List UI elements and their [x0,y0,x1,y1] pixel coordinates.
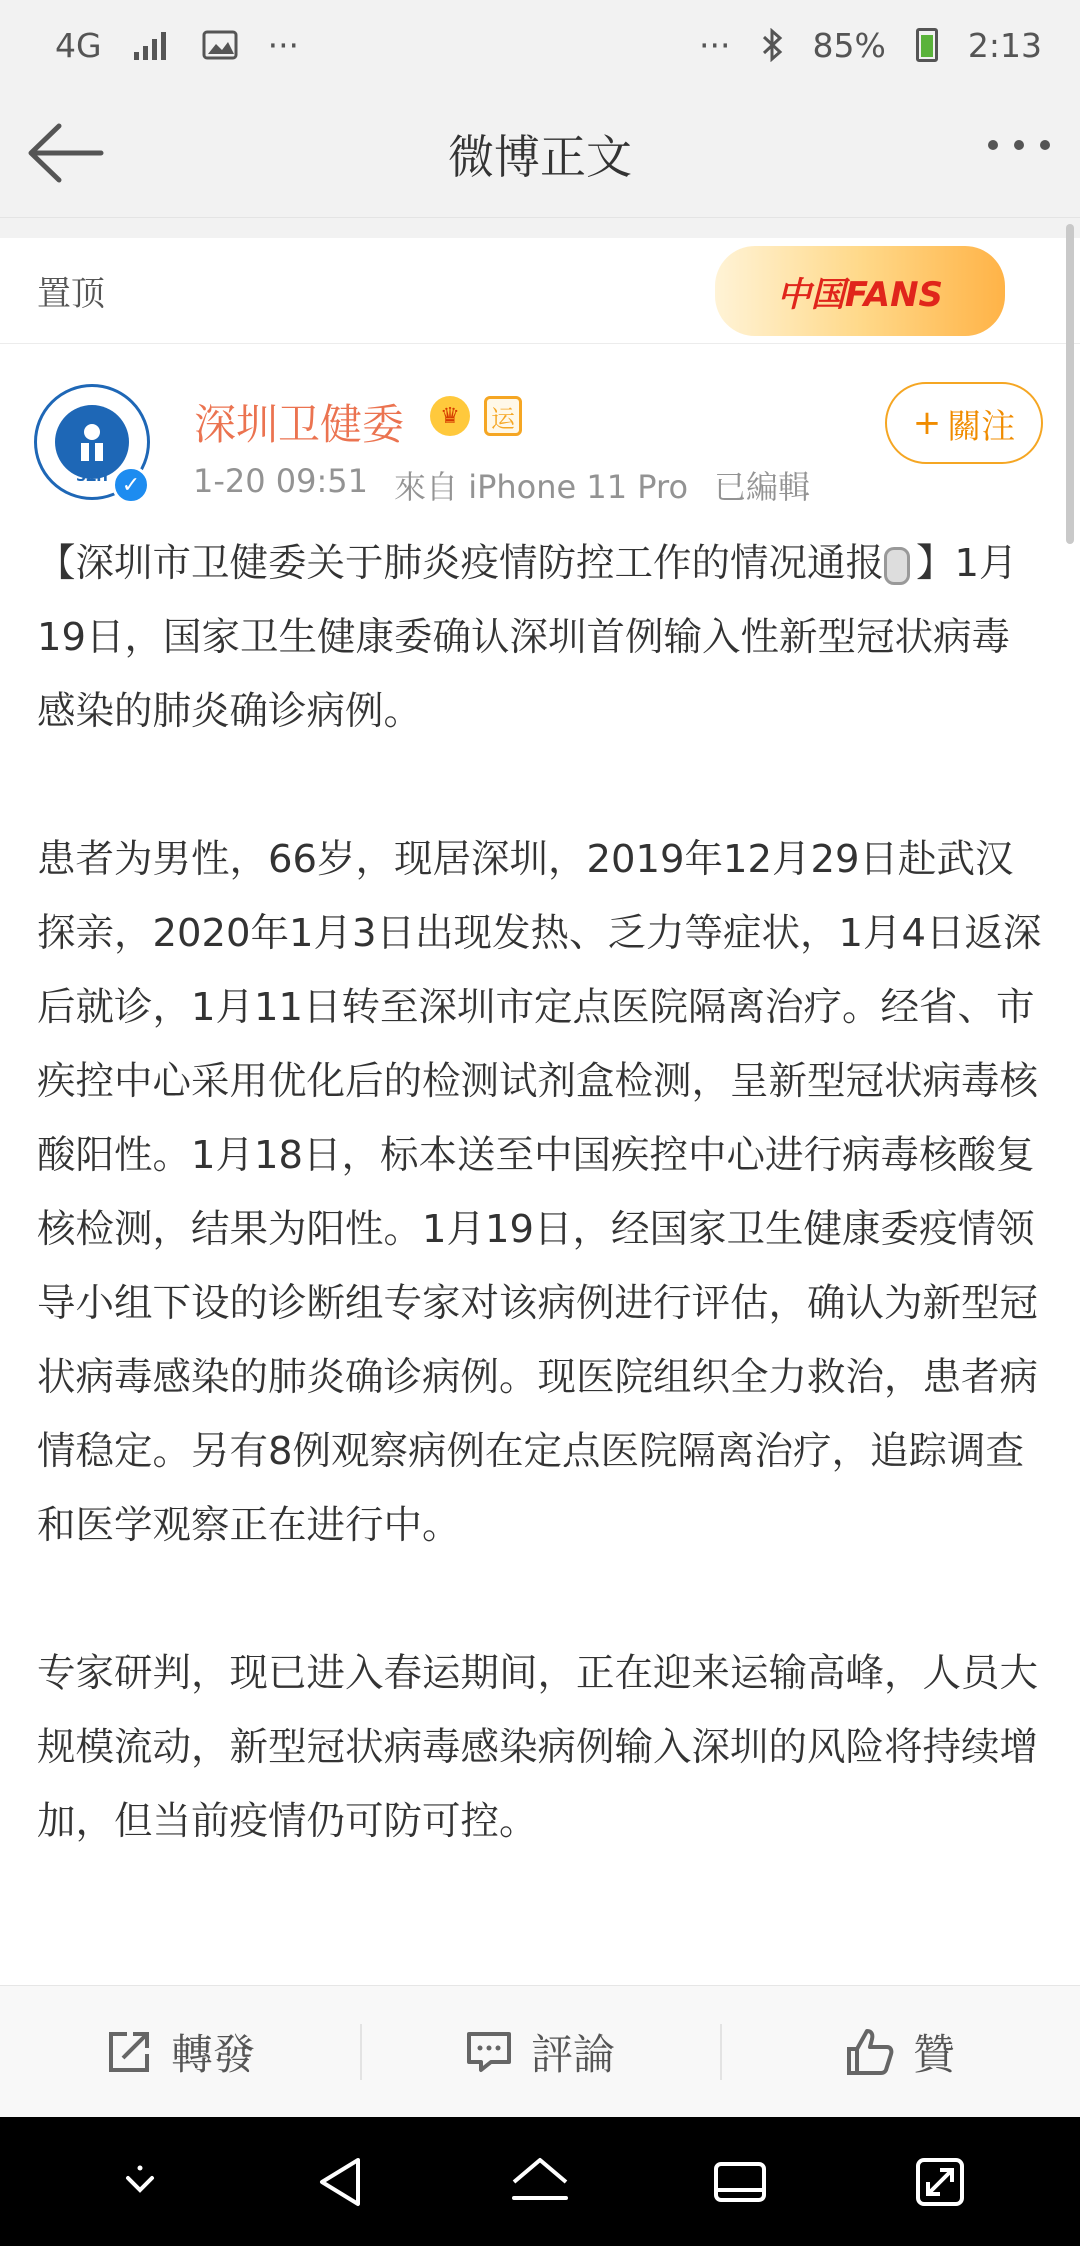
author-name[interactable]: 深圳卫健委 [194,400,405,449]
avatar-emblem [55,405,129,479]
post-paragraph-1-suffix: 】1月19日，国家卫生健康委确认深圳首例输入性新型冠状病毒感染的肺炎确诊病例。 [37,541,1018,734]
hide-keyboard-button[interactable] [100,2142,180,2222]
follow-label: 關注 [947,406,1016,447]
back-arrow-icon [25,118,105,188]
recents-icon [710,2152,770,2212]
back-button[interactable] [25,118,105,188]
follow-button[interactable] [885,382,1043,464]
section-gap [0,218,1080,238]
yun-badge: 运 [484,396,522,436]
thumb-up-icon [845,2027,895,2077]
status-bar [0,0,1080,90]
verified-icon: ✓ [112,466,150,504]
status-left [55,26,299,65]
system-back-button[interactable] [300,2142,380,2222]
scrollbar[interactable] [1066,224,1074,544]
more-dot [1040,140,1050,150]
status-time: 2:13 [967,25,1042,65]
repost-label: 轉發 [170,2029,255,2079]
bluetooth-icon [761,28,783,62]
status-right-more: ··· [699,25,731,65]
author-row [0,344,1080,514]
home-icon [508,2152,572,2212]
fans-banner-text: 中国FANS [776,274,944,315]
chevron-down-icon [120,2162,160,2202]
pinned-label: 置顶 [37,274,105,314]
battery-icon [916,28,938,62]
post-time: 1-20 09:51 [193,462,369,500]
post-meta [193,462,810,508]
expand-icon [912,2154,968,2210]
status-left-more: ··· [267,25,300,65]
like-button[interactable] [720,1986,1080,2117]
post-paragraph-1 [37,527,1047,749]
repost-button[interactable] [0,1986,360,2117]
pinned-row [0,238,1080,344]
post-paragraph-1-prefix: 【深圳市卫健委关于肺炎疫情防控工作的情况通报 [37,541,885,586]
post-paragraph-2: 患者为男性，66岁，现居深圳，2019年12月29日赴武汉探亲，2020年1月3日出现发热、乏力等症状，1月4日返深后就诊，1月11日转至深圳市定点医院隔离治疗。经省、市疾控中心采用优化后的检测试剂盒检测，呈新型冠状病毒核酸阳性。1月18日，标本送至中国疾控中心进行病毒核酸复核检测，结果为阳性。1月19日，经国家卫生健康委疫情领导小组下设的诊断组专家对该病例进行评估，确认为新型冠状病毒感染的肺炎确诊病例。现医院组织全力救治，患者病情稳定。另有8例观察病例在定点医院隔离治疗，追踪调查和医学观察正在进行中。 [37,837,1042,1548]
battery-percent: 85% [812,25,886,65]
plus-icon: + [912,403,942,443]
triangle-back-icon [310,2152,370,2212]
system-recents-button[interactable] [700,2142,780,2222]
post-content [37,527,1047,1933]
comment-button[interactable] [360,1986,720,2117]
signal-icon [132,30,172,60]
system-home-button[interactable] [500,2142,580,2222]
avatar-text: SZH [76,469,108,485]
more-dot [1014,140,1024,150]
system-nav-bar [0,2117,1080,2246]
page-title: 微博正文 [448,129,632,184]
crown-badge-icon: ♛ [430,396,470,436]
comment-label: 評論 [530,2029,615,2079]
more-options-button[interactable] [988,140,1050,150]
image-notification-icon [202,30,238,60]
comment-icon [465,2028,513,2076]
action-bar [0,1985,1080,2117]
microphone-icon [884,547,910,585]
network-type-indicator: 4G [55,25,102,65]
share-icon [105,2028,153,2076]
post-edited: 已編輯 [714,468,811,506]
status-right [699,26,1042,65]
more-dot [988,140,998,150]
expand-button[interactable] [900,2142,980,2222]
china-fans-banner[interactable] [715,246,1005,336]
post-paragraph-3: 专家研判，现已进入春运期间，正在迎来运输高峰，人员大规模流动，新型冠状病毒感染病例输入深圳的风险将持续增加，但当前疫情仍可防可控。 [37,1651,1039,1844]
like-label: 贊 [912,2029,955,2079]
nav-bar [0,90,1080,218]
post-source: 來自 iPhone 11 Pro [394,468,689,506]
